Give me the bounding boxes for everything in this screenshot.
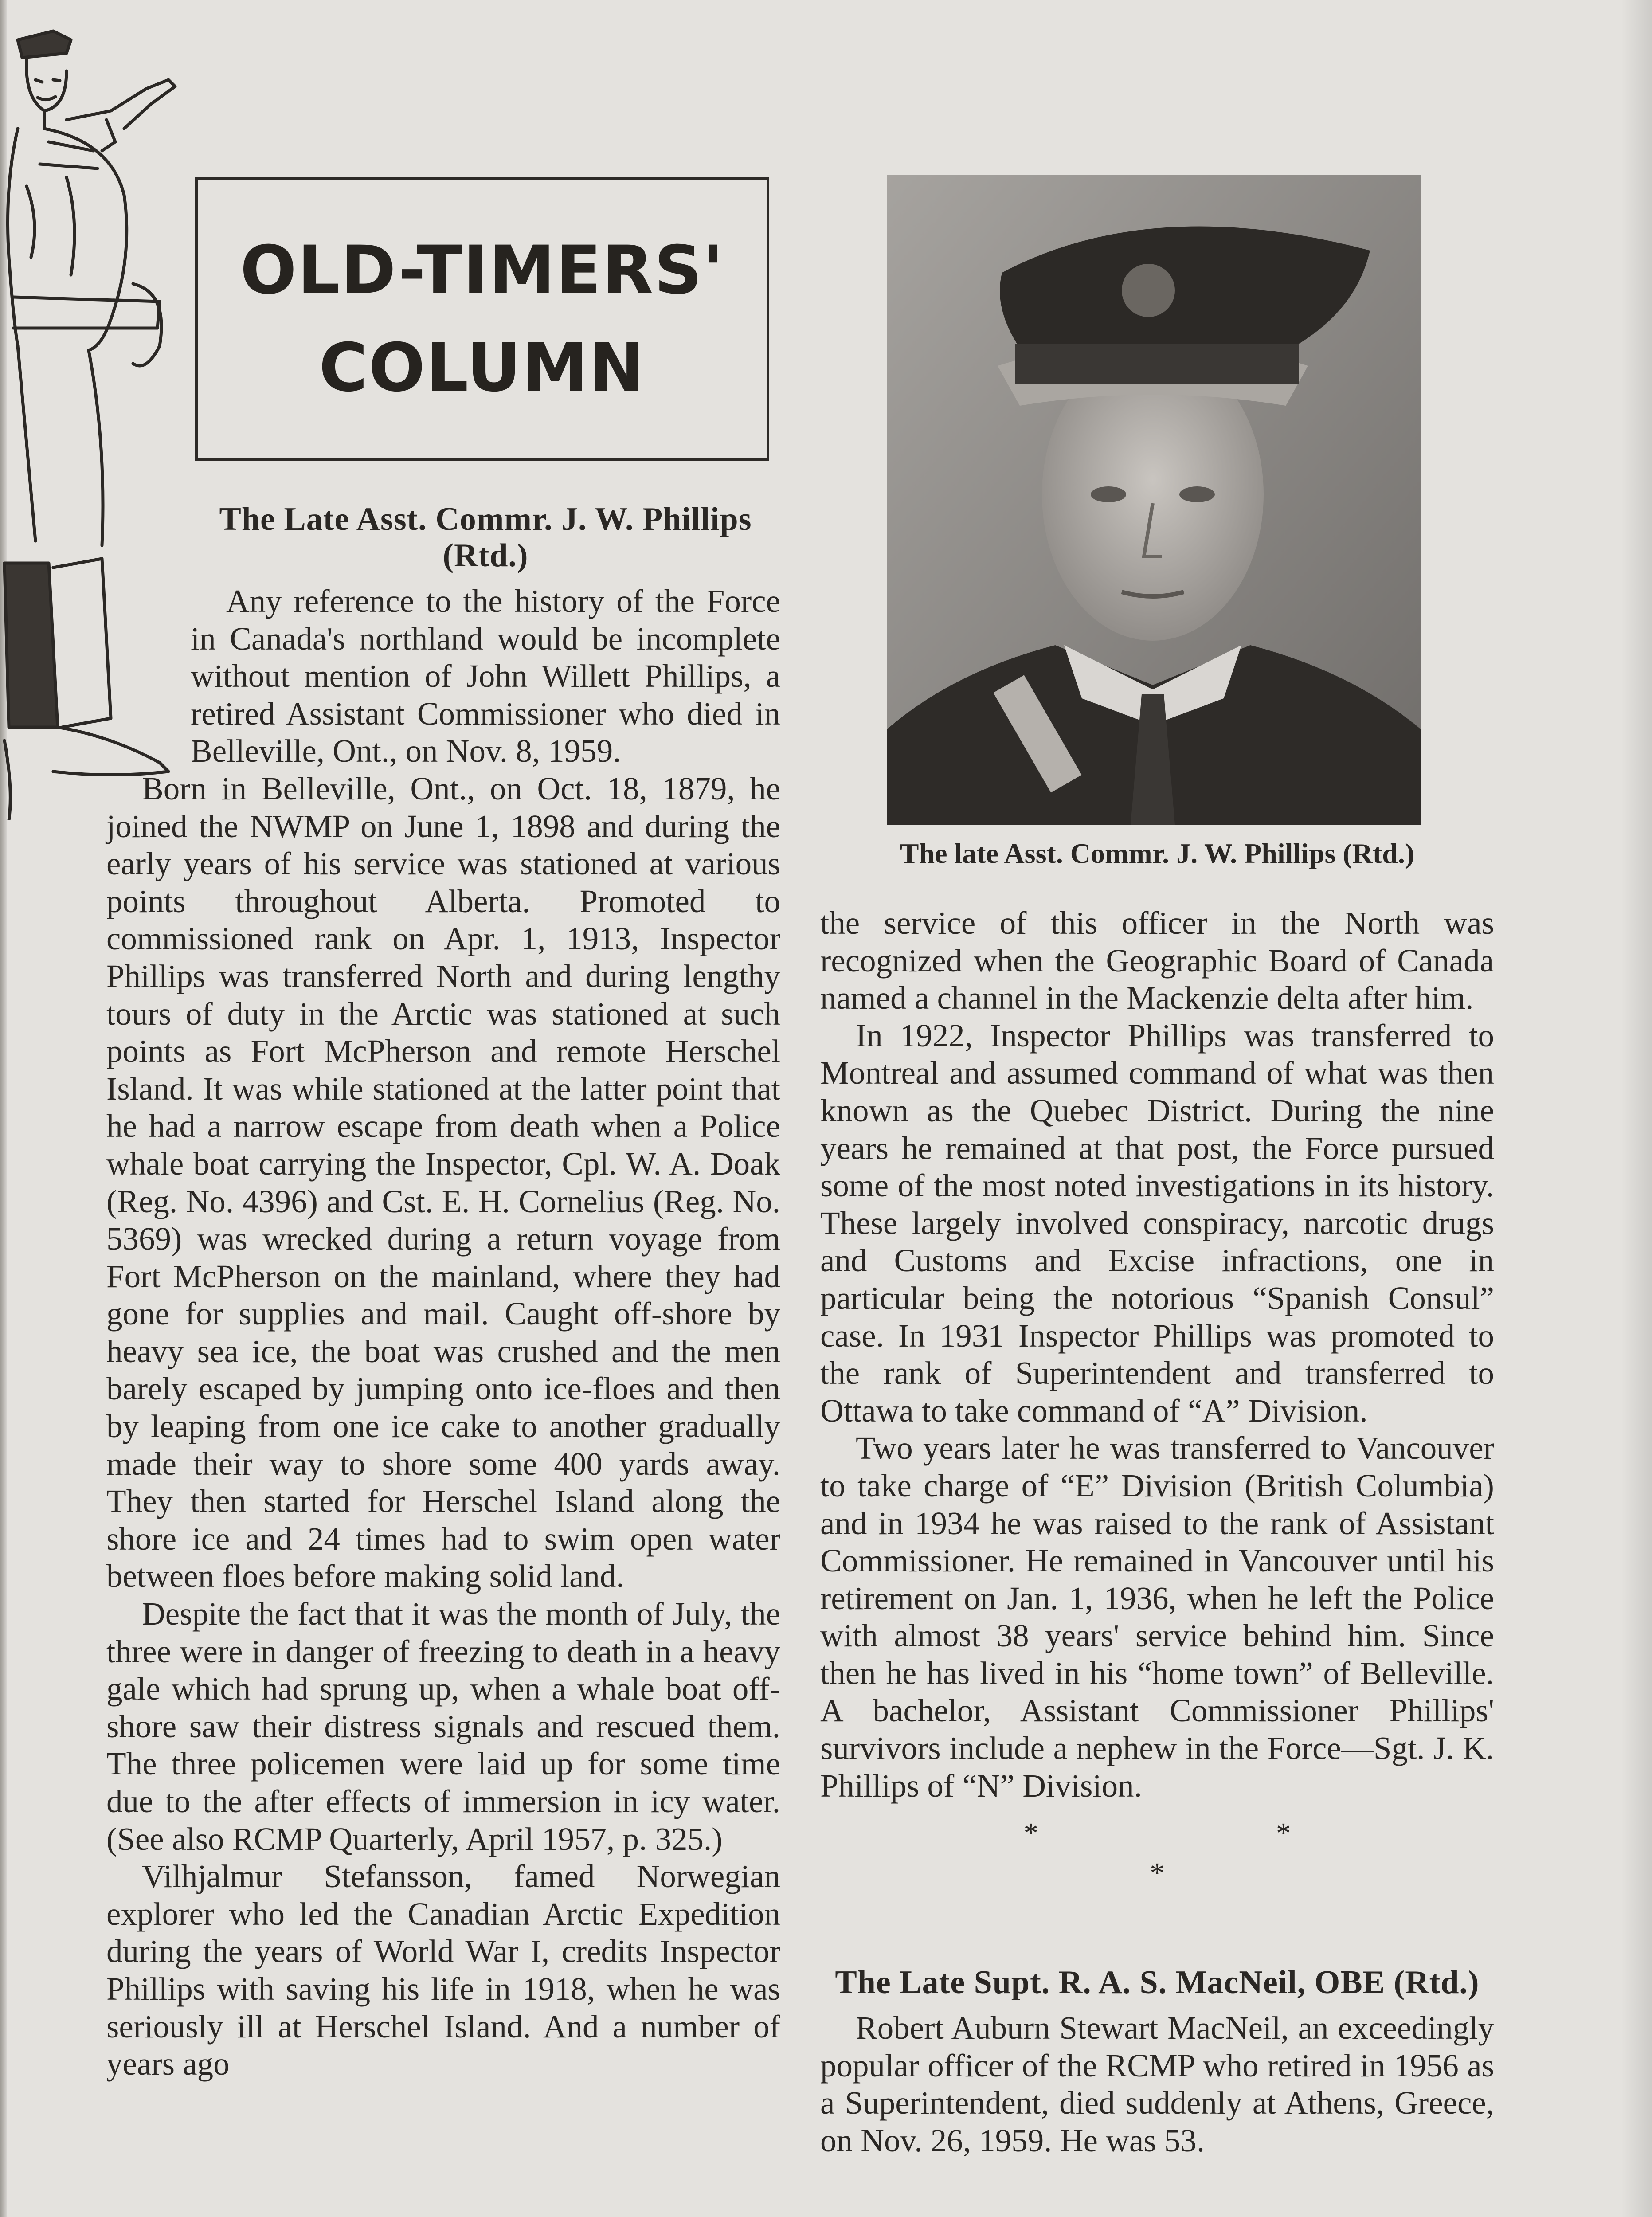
photo-caption: The late Asst. Commr. J. W. Phillips (Rtd.): [900, 838, 1415, 869]
section-separator: * * *: [1023, 1817, 1406, 1890]
article1-paragraph-1: Any reference to the history of the Force in Canada's northland would be incomplete without mention of John Willett Phillips, a retired Assistant Commissioner who died in Belleville, Ont., on Nov. 8, 1959.: [191, 583, 780, 769]
article1-paragraph-2: Born in Belleville, Ont., on Oct. 18, 1879, he joined the NWMP on June 1, 1898 and during the early years of his service was stationed at various points throughout Alberta. Promoted to commissioned rank on Apr. 1, 1913, Inspector Phillips was transferred North and during lengthy tours of duty in the Arctic was stationed at such points as Fort McPherson and remote Herschel Island. It was while stationed at the latter point that he had a narrow escape from death when a Police whale boat carrying the Inspector, Cpl. W. A. Doak (Reg. No. 4396) and Cst. E. H. Cornelius (Reg. No. 5369) was wrecked during a return voyage from Fort McPherson on the mainland, where they had gone for supplies and mail. Caught off-shore by heavy sea ice, the boat was crushed and the men barely escaped by jumping onto ice-floes and then by leaping from one ice cake to another gradually made their way to shore some 400 yards away. They then started for Herschel Island along the shore ice and 24 times had to swim open water between floes before making solid land.: [106, 770, 780, 1594]
right-column: [820, 905, 1494, 2160]
article1-paragraph-6: In 1922, Inspector Phillips was transferred to Montreal and assumed command of what was then known as the Quebec District. During the nine years he remained at that post, the Force pursued some of the most noted investigations in its history. These largely involved conspiracy, narcotic drugs and Customs and Excise infractions, one in particular being the notorious “Spanish Consul” case. In 1931 Inspector Phillips was promoted to the rank of Superintendent and transferred to Ottawa to take command of “A” Division.: [820, 1017, 1494, 1429]
page-shadow: [1621, 0, 1652, 2217]
left-column: [106, 501, 780, 2083]
article1-paragraph-3: Despite the fact that it was the month of July, the three were in danger of freezing to death in a heavy gale which had sprung up, when a whale boat off-shore saw their distress signals and rescued them. The three policemen were laid up for some time due to the after effects of immersion in icy water. (See also RCMP Quarterly, April 1957, p. 325.): [106, 1596, 780, 1857]
article1-heading: The Late Asst. Commr. J. W. Phillips (Rtd.): [219, 501, 752, 574]
article2-paragraph-1: Robert Auburn Stewart MacNeil, an exceedingly popular officer of the RCMP who retired in 1956 as a Superintendent, died suddenly at Athens, Greece, on Nov. 26, 1959. He was 53.: [820, 2010, 1494, 2159]
column-title-line1: OLD-TIMERS': [240, 232, 724, 309]
portrait-photo: [887, 175, 1421, 825]
article1-paragraph-4: Vilhjalmur Stefansson, famed Norwegian explorer who led the Canadian Arctic Expedition during the years of World War I, credits Inspector Phillips with saving his life in 1918, when he was seriously ill at Herschel Island. And a number of years ago: [106, 1858, 780, 2082]
column-title-line2: COLUMN: [319, 329, 646, 407]
article2-heading: The Late Supt. R. A. S. MacNeil, OBE (Rtd.): [835, 1964, 1480, 2001]
column-title-box: [195, 177, 769, 461]
article1-paragraph-5: the service of this officer in the North was recognized when the Geographic Board of Canada named a channel in the Mackenzie delta after him.: [820, 905, 1494, 1016]
article1-paragraph-7: Two years later he was transferred to Vancouver to take charge of “E” Division (British Columbia) and in 1934 he was raised to the rank of Assistant Commissioner. He remained in Vancouver until his retirement on Jan. 1, 1936, when he left the Police with almost 38 years' service behind him. Since then he has lived in his “home town” of Belleville. A bachelor, Assistant Commissioner Phillips' survivors include a nephew in the Force—Sgt. J. K. Phillips of “N” Division.: [820, 1430, 1494, 1804]
